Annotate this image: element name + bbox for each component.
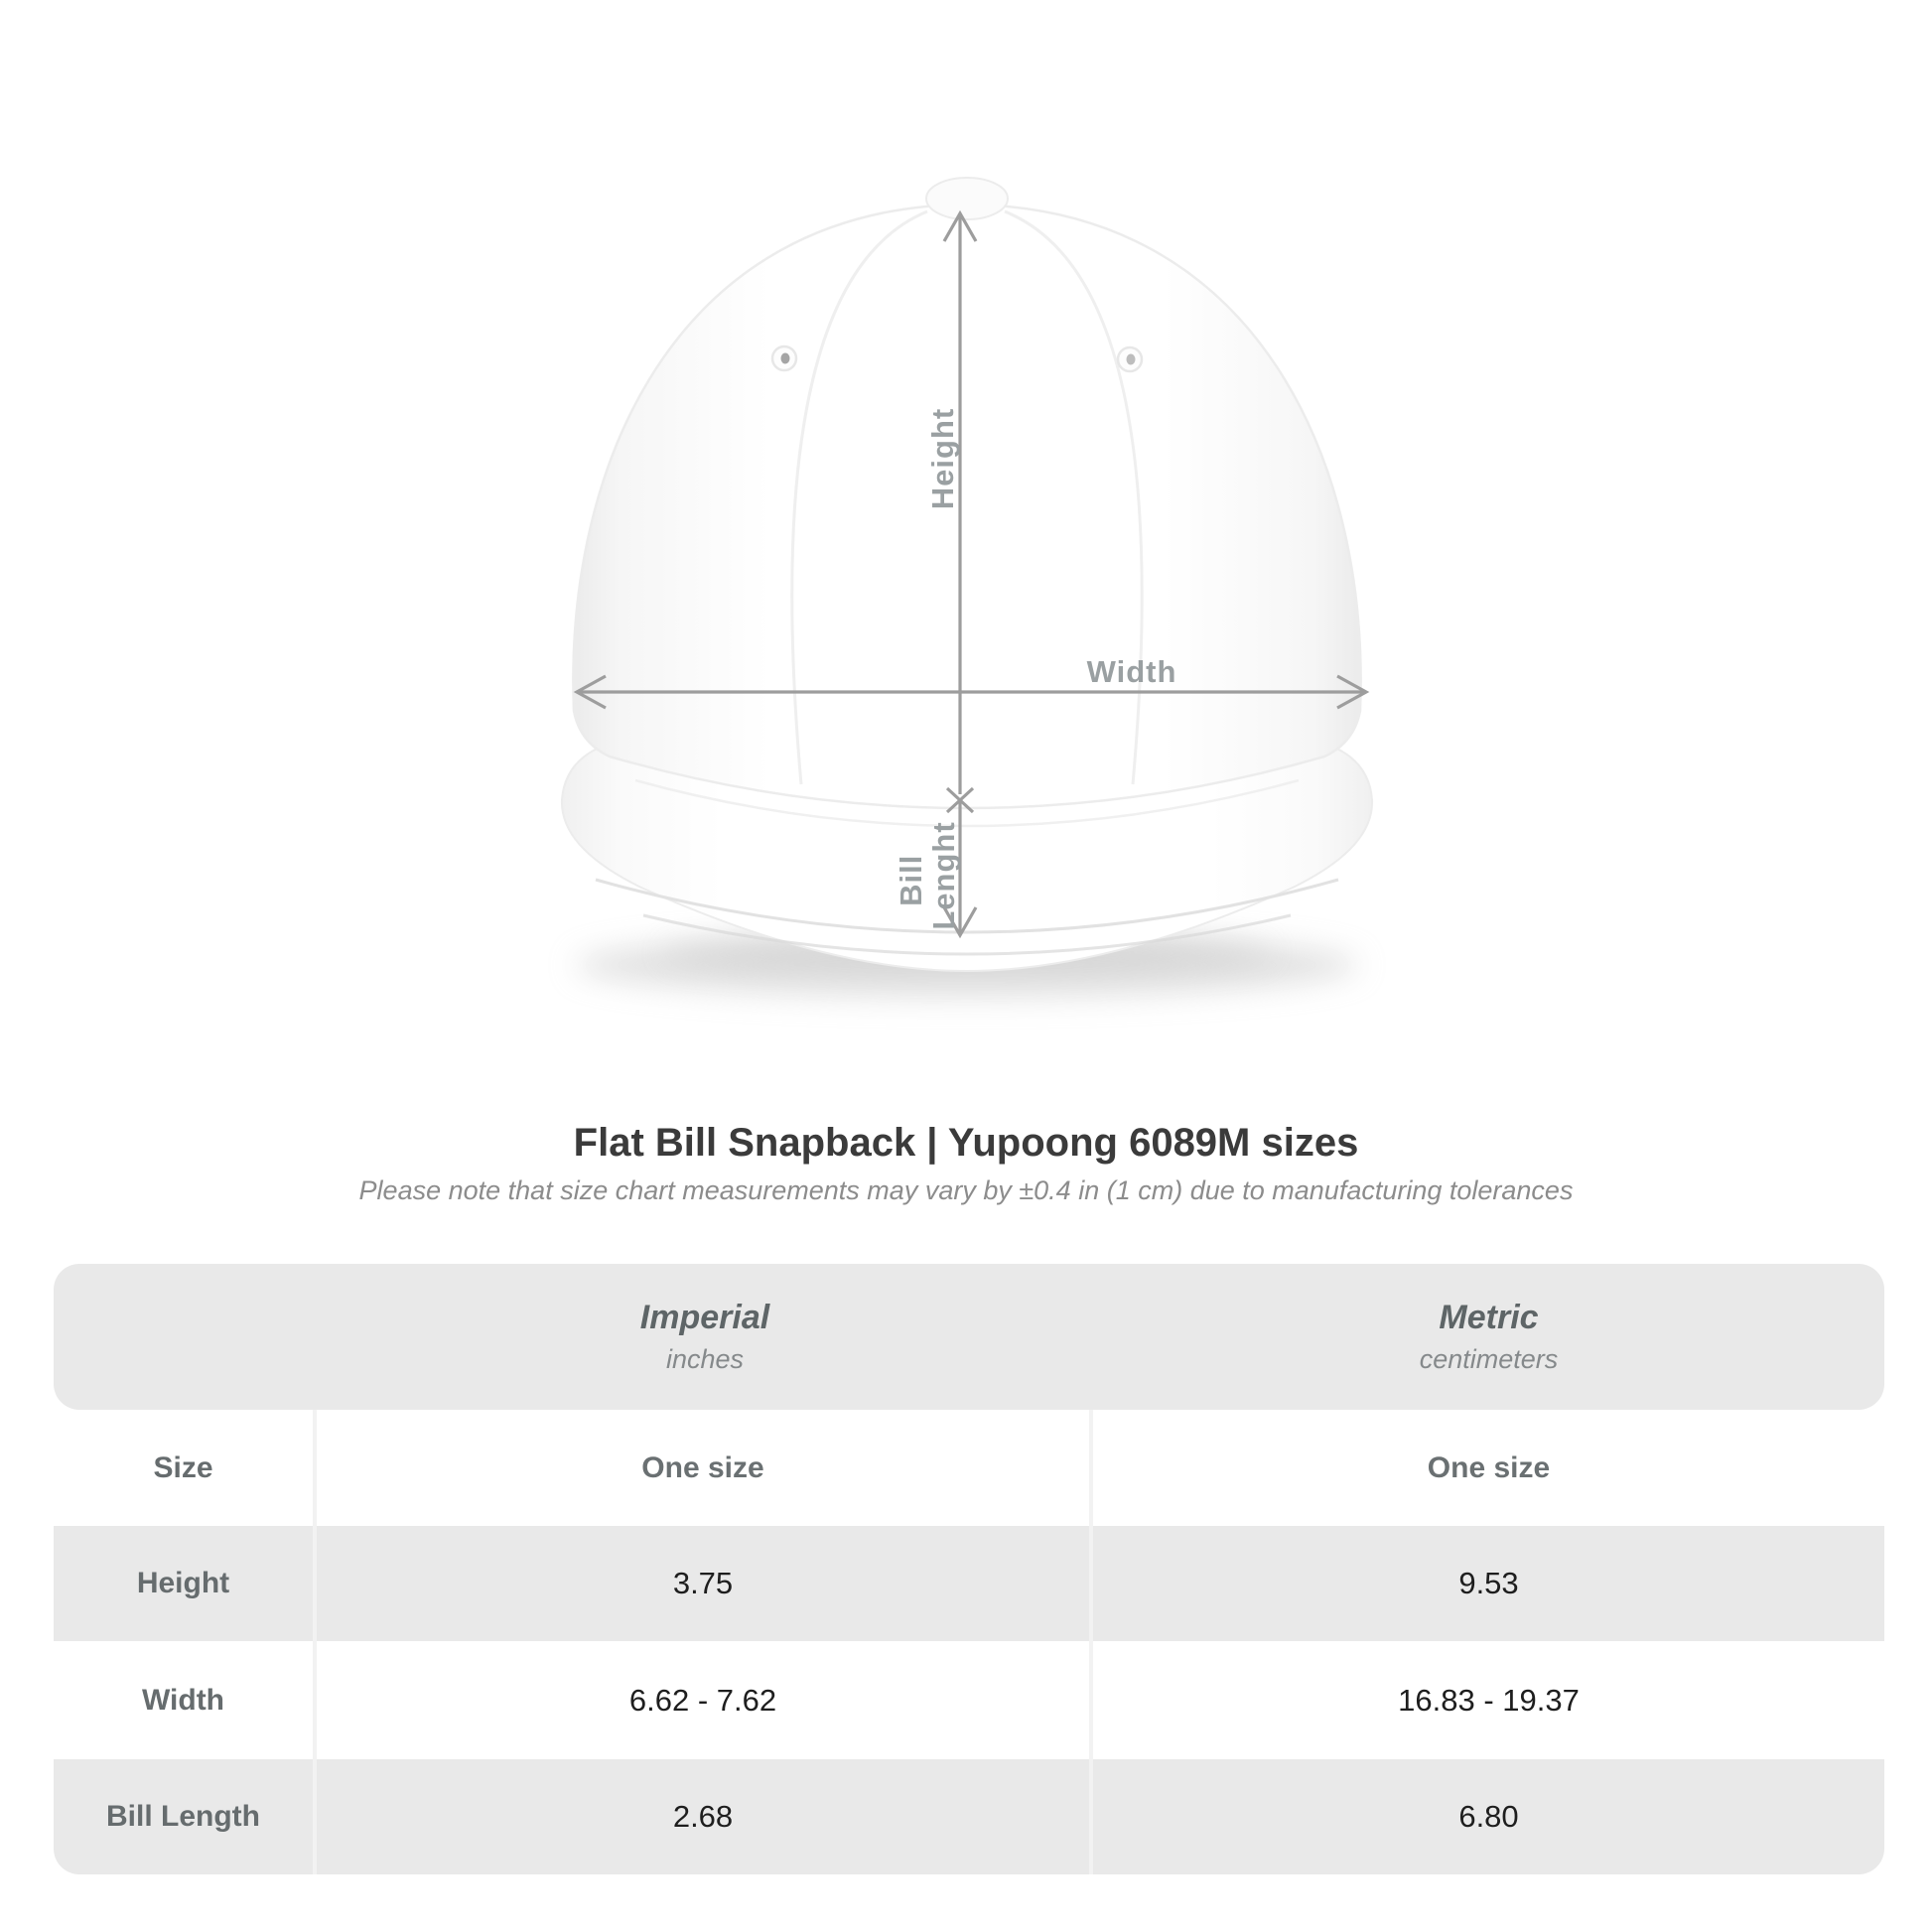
metric-unit: centimeters [1419,1344,1559,1374]
hat-top-button [926,178,1008,219]
header-spacer [54,1264,317,1410]
page-subtitle: Please note that size chart measurements may vary by ±0.4 in (1 cm) due to manufacturing tolerances [358,1175,1574,1205]
metric-title: Metric [1439,1299,1539,1336]
height-label: Height [925,407,960,510]
imperial-value: 6.62 - 7.62 [628,1682,777,1718]
bill-length-label-line1: Bill [894,854,928,906]
imperial-value: 3.75 [672,1566,734,1600]
imperial-title: Imperial [639,1299,770,1336]
metric-value: 6.80 [1458,1799,1519,1834]
width-label: Width [1086,654,1177,689]
bill-length-label-line2: Lenght [926,821,961,930]
row-label: Bill Length [106,1800,260,1833]
row-label: Width [141,1683,225,1717]
imperial-value: 2.68 [672,1799,734,1834]
metric-value: 16.83 - 19.37 [1398,1682,1580,1718]
imperial-header [317,1264,1093,1410]
metric-value: One size [1427,1450,1551,1484]
row-label: Size [153,1450,213,1484]
hat-eyelet-left [772,346,796,370]
table-row-size [54,1410,1884,1526]
size-table [54,1264,1884,1874]
hat-eyelet-right [1118,347,1142,371]
row-label: Height [136,1567,230,1599]
metric-header [1093,1264,1884,1410]
table-row-width [54,1641,1884,1759]
page-title: Flat Bill Snapback | Yupoong 6089M sizes [573,1121,1359,1165]
table-row-height [54,1526,1884,1641]
heading-block [0,1120,1932,1206]
imperial-value: One size [641,1450,764,1484]
table-header [54,1264,1884,1410]
metric-value: 9.53 [1458,1566,1519,1600]
imperial-unit: inches [665,1344,745,1374]
hat-crown [573,205,1360,808]
table-row-bill-length [54,1759,1884,1874]
